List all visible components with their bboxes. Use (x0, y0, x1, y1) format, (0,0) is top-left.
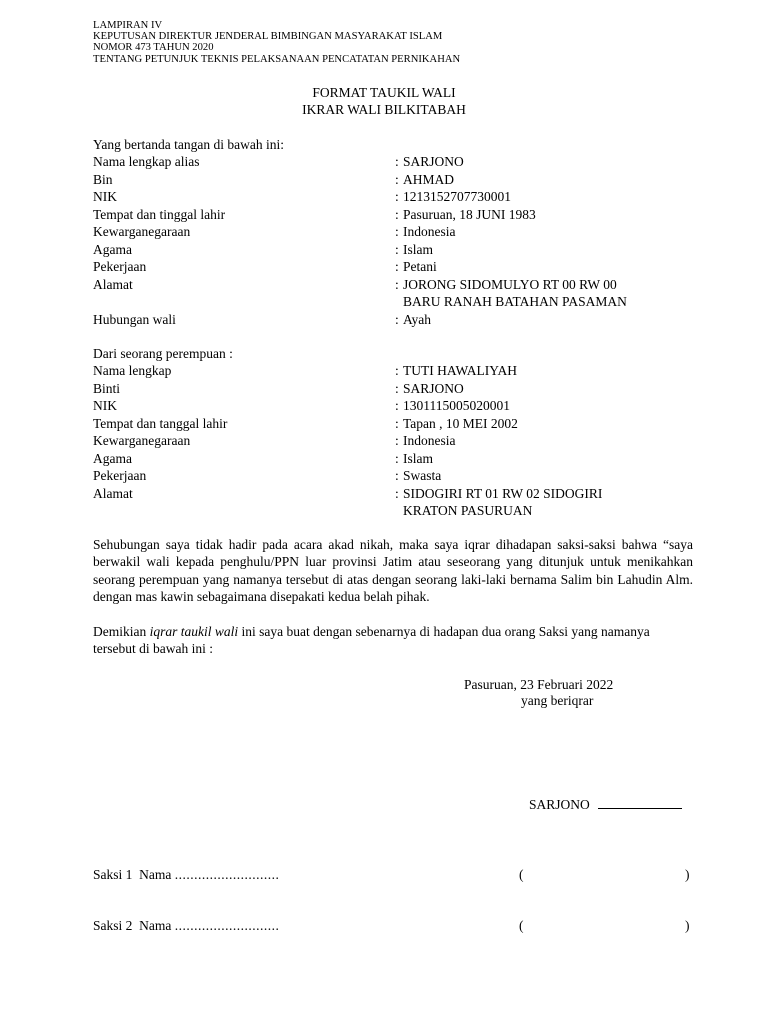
field-colon: : (395, 311, 399, 327)
field-colon: : (395, 398, 399, 413)
perempuan-field-tempat-lahir (93, 415, 693, 432)
witness-1 (93, 866, 279, 883)
field-label: Bin (93, 171, 113, 187)
closing-text-pre: Demikian (93, 624, 150, 639)
perempuan-intro: Dari seorang perempuan : (93, 346, 233, 361)
witness-name-dots: ........................... (174, 918, 280, 933)
field-value: Ayah (403, 311, 432, 327)
perempuan-field-nama (93, 362, 693, 379)
field-label: Pekerjaan (93, 259, 147, 274)
field-value: SIDOGIRI RT 01 RW 02 SIDOGIRI (403, 485, 603, 501)
perempuan-field-agama (93, 450, 693, 467)
witness-name-label: Nama (139, 918, 172, 933)
field-value: Swasta (403, 468, 442, 483)
signature-name: SARJONO (529, 797, 590, 812)
field-label: Nama lengkap (93, 363, 172, 378)
field-label: Agama (93, 450, 132, 466)
header-line-tentang: TENTANG PETUNJUK TEKNIS PELAKSANAAN PENCATATAN PERNIKAHAN (93, 53, 461, 65)
field-label: Pekerjaan (93, 468, 147, 483)
perempuan-field-pekerjaan (93, 467, 693, 484)
field-value: Tapan , 10 MEI 2002 (403, 415, 518, 431)
field-colon: : (395, 450, 399, 466)
field-colon: : (395, 189, 399, 204)
field-label: Hubungan wali (93, 311, 176, 327)
witness-label: Saksi 2 (93, 918, 133, 933)
field-label: Binti (93, 380, 121, 396)
field-colon: : (395, 206, 399, 222)
field-colon: : (395, 171, 399, 187)
field-value: Islam (403, 450, 433, 466)
field-colon: : (395, 154, 399, 169)
wali-field-tempat-lahir (93, 206, 693, 223)
wali-field-nama (93, 153, 693, 170)
field-value: Indonesia (403, 433, 456, 448)
field-colon: : (395, 433, 399, 448)
field-label: Tempat dan tanggal lahir (93, 415, 228, 431)
signature-place-date: Pasuruan, 23 Februari 2022 (464, 677, 614, 692)
wali-field-nik (93, 188, 693, 205)
field-label: NIK (93, 189, 117, 204)
header-line-keputusan: KEPUTUSAN DIREKTUR JENDERAL BIMBINGAN MASYARAKAT ISLAM (93, 31, 443, 43)
wali-intro: Yang bertanda tangan di bawah ini: (93, 137, 284, 152)
witness-label: Saksi 1 (93, 867, 133, 882)
field-value: TUTI HAWALIYAH (403, 363, 518, 378)
field-value: 1301115005020001 (403, 398, 510, 413)
field-label: Alamat (93, 485, 133, 501)
field-label: Nama lengkap alias (93, 154, 200, 169)
wali-field-hubungan (93, 311, 693, 328)
witness-2 (93, 917, 279, 934)
field-colon: : (395, 259, 399, 274)
witness-1-open-paren: ( (519, 867, 524, 882)
wali-field-kewarganegaraan (93, 223, 693, 240)
document-subtitle: IKRAR WALI BILKITABAH (302, 102, 466, 117)
field-label: Kewarganegaraan (93, 224, 191, 239)
field-label: NIK (93, 398, 117, 413)
witness-name-dots: ........................... (174, 867, 280, 882)
field-value: BARU RANAH BATAHAN PASAMAN (403, 294, 627, 309)
field-colon: : (395, 224, 399, 239)
signature-blank-line (598, 797, 682, 809)
field-colon: : (395, 276, 399, 292)
perempuan-field-nik (93, 397, 693, 414)
field-label: Alamat (93, 276, 133, 292)
field-colon: : (395, 380, 399, 396)
field-colon: : (395, 363, 399, 378)
closing-text-italic: iqrar taukil wali (149, 624, 239, 639)
perempuan-field-alamat (93, 485, 693, 502)
field-colon: : (395, 241, 399, 257)
wali-field-agama (93, 241, 693, 258)
field-label: Kewarganegaraan (93, 433, 191, 448)
witness-1-close-paren: ) (685, 867, 690, 882)
perempuan-field-alamat-line2 (93, 502, 693, 519)
statement-paragraph: Sehubungan saya tidak hadir pada acara akad nikah, maka saya iqrar dihadapan saksi-saksi bahwa “saya berwakil wali kepada penghulu/PPN luar provinsi Jatim atau seseorang yang ditunjuk untuk menikahkan seorang perempuan yang namanya tersebut di atas dengan seorang laki-laki bernama Salim bin Lahudin Alm. dengan mas kawin sebagaimana disepakati kedua belah pihak. (93, 537, 693, 605)
witness-2-open-paren: ( (519, 918, 524, 933)
signature-name-line (529, 796, 682, 813)
wali-field-pekerjaan (93, 258, 693, 275)
field-value: Indonesia (403, 224, 456, 239)
field-value: Petani (403, 259, 437, 274)
field-value: 1213152707730001 (403, 189, 511, 204)
signature-role: yang beriqrar (521, 693, 594, 708)
wali-field-alamat (93, 276, 693, 293)
field-label: Agama (93, 241, 132, 257)
field-value: JORONG SIDOMULYO RT 00 RW 00 (403, 276, 617, 292)
field-value: KRATON PASURUAN (403, 503, 533, 518)
header-line-nomor: NOMOR 473 TAHUN 2020 (93, 42, 214, 54)
closing-paragraph (93, 623, 693, 658)
field-value: SARJONO (403, 154, 464, 169)
field-colon: : (395, 485, 399, 501)
perempuan-field-kewarganegaraan (93, 432, 693, 449)
document-header (93, 20, 460, 65)
document-title: FORMAT TAUKIL WALI (312, 85, 456, 100)
field-colon: : (395, 415, 399, 431)
field-value: AHMAD (403, 171, 455, 187)
field-colon: : (395, 468, 399, 483)
witness-2-close-paren: ) (685, 918, 690, 933)
header-line-lampiran: LAMPIRAN IV (93, 20, 163, 31)
witness-name-label: Nama (139, 867, 172, 882)
wali-field-alamat-line2 (93, 293, 693, 310)
field-label: Tempat dan tinggal lahir (93, 206, 226, 222)
wali-field-bin (93, 171, 693, 188)
field-value: Pasuruan, 18 JUNI 1983 (403, 206, 536, 222)
perempuan-field-binti (93, 380, 693, 397)
field-value: SARJONO (403, 380, 464, 396)
field-value: Islam (403, 241, 433, 257)
closing-text-post: ini saya buat dengan sebenarnya di hadapan dua orang Saksi yang namanya tersebut di bawah ini : (93, 624, 650, 657)
